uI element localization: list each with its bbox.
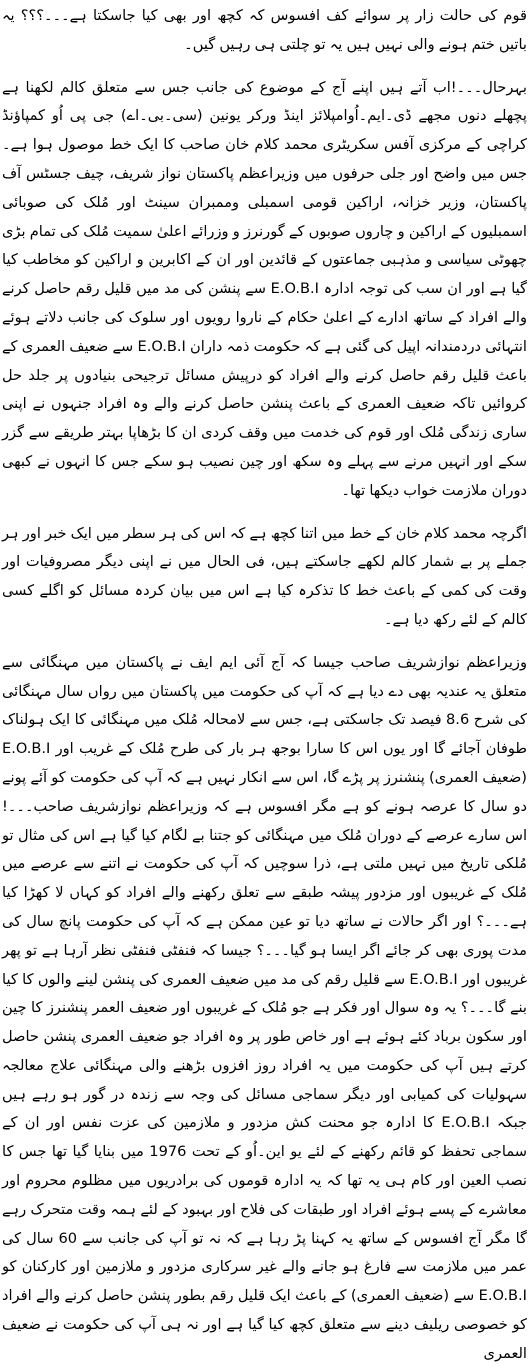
- urdu-article-page: [0, 2, 529, 1362]
- article-paragraph-2: بہرحال۔۔۔!اب آتے ہیں اپنے آج کے موضوع کی جانب جس سے متعلق کالم لکھنا ہے پچھلے دنوں مجھے ڈی۔ایم۔اُوامپلائز اینڈ ورکر یونین (سی۔بی۔اے) جی پی اُو کمپاؤنڈ کراچی کے مرکزی آفس سکریٹری محمد کلام خان صاحب کا ایک خط موصول ہوا ہے۔جس میں واضح اور جلی حرفوں میں وزیراعظم پاکستان نواز شریف، چیف جسٹس آف پاکستان، وزیر خزانہ، اراکین قومی اسمبلی وممبران سینٹ اور مُلک کی صوبائی اسمبلیوں کے اراکین و چاروں صوبوں کے گورنرز و وزرائے اعلیٰ سمیت مُلک کی تمام بڑی چھوٹی سیاسی و مذہبی جماعتوں کے قائدین اور ان کے اکابرین و اراکین کو مخاطب کیا گیا ہے اور ان سب کی توجہ ادارہ E.O.B.I سے پنشن کی مد میں قلیل رقم حاصل کرنے والے افراد کے ساتھ ادارے کے اعلیٰ حکام کے ناروا رویوں اور سلوک کی جانب دلاتے ہوئے انتہائی دردمندانہ اپیل کی گئی ہے کہ حکومت ذمہ داران E.O.B.I سے ضعیف العمری کے باعث قلیل رقم حاصل کرنے والے افراد کو درپیش مسائل ترجیحی بنیادوں پر جلد حل کروائیں تاکہ ضعیف العمری کے باعث پنشن حاصل کرنے والے وہ افراد جنہوں نے اپنی ساری زندگی مُلک اور قوم کی خدمت میں وقف کردی ان کا بڑھاپا بہتر طریقے سے گزر سکے اور انہیں مرنے سے پہلے وہ سکھ اور چین نصیب ہو سکے جس کا انہوں نے کبھی دوران ملازمت خواب دیکھا تھا۔: [2, 78, 527, 499]
- article-paragraph-3: اگرچہ محمد کلام خان کے خط میں اتنا کچھ ہے کہ اس کی ہر سطر میں ایک خبر اور ہر جملے پر بے شمار کالم لکھے جاسکتے ہیں، فی الحال میں نے اپنی دیگر مصروفیات اور وقت کی کمی کے باعث خط کا تذکرہ کیا ہے اس میں بیان کردہ مسائل کو اگلے کسی کالم کے لئے رکھ دیا ہے۔: [2, 524, 527, 628]
- article-paragraph-4: وزیراعظم نوازشریف صاحب جیسا کہ آج آئی ایم ایف نے پاکستان میں مہنگائی سے متعلق یہ عندیہ بھی دے دیا ہے کہ آپ کی حکومت میں پاکستان میں رواں سال مہنگائی کی شرح 8.6 فیصد تک جاسکتی ہے، جس سے لامحالہ مُلک میں مہنگائی کا ایک ہولناک طوفان آجائے گا اور یوں اس کا سارا بوجھ ہر بار کی طرح مُلک کے غریب اور E.O.B.I (ضعیف العمری) پنشنرز پر پڑے گا، اس سے انکار نہیں ہے کہ آپ کی حکومت کو آئے پونے دو سال کا عرصہ ہونے کو ہے مگر افسوس ہے کہ وزیراعظم نوازشریف صاحب۔۔۔!اس سارے عرصے کے دوران مُلک میں مہنگائی کو جتنا بے لگام کیا گیا ہے اس کی مثال تو مُلکی تاریخ میں نہیں ملتی ہے، ذرا سوچیں کہ آپ کی حکومت نے اتنے سے عرصے میں مُلک کے غریبوں اور مزدور پیشہ طبقے سے تعلق رکھنے والے افراد کو کہاں لا کھڑا کیا ہے۔۔۔؟ اور اگر حالات نے ساتھ دیا تو عین ممکن ہے کہ آپ کی حکومت پانچ سال کی مدت پوری بھی کر جائے اگر ایسا ہو گیا۔۔۔؟ جیسا کہ فنفٹی فنفٹی نظر آرہا ہے تو پھر غریبوں اور E.O.B.I سے قلیل رقم کی مد میں ضعیف العمری کی پنشن لینے والوں کا کیا بنے گا۔۔۔؟ یہ وہ سوال اور فکر ہے جو مُلک کے غریبوں اور ضعیف العمر پنشنرز کا چین اور سکون برباد کئے ہوئے ہے اور خاص طور پر وہ افراد جو ضعیف العمری پنشن حاصل کرتے ہیں آپ کی حکومت میں یہ افراد روز افزوں بڑھنے والی مہنگائی علاج معالجہ سہولیات کی کمیابی اور دیگر سماجی مسائل کی وجہ سے زندہ در گور ہو رہے ہیں جبکہ E.O.B.I کا ادارہ جو محنت کش مزدور و ملازمین کی عزت نفس اور ان کے سماجی تحفظ کو قائم رکھنے کے لئے یو این۔اُو کے تحت 1976 میں بنایا گیا تھا جس کا نصب العین اور کام ہی یہ تھا کہ یہ ادارہ قوموں کی برادریوں میں مظلوم محروم اور معاشرے کے پسے ہوئے افراد اور طبقات کی فلاح اور بہبود کے لئے ہمہ وقت متحرک رہے گا مگر آج افسوس کے ساتھ یہ کہنا پڑ رہا ہے کہ نہ تو آپ کی جانب سے 60 سال کی عمر میں ملازمت سے فارغ ہو جانے والے غیر سرکاری مزدور و ملازمین اور کارکنان کو E.O.B.I سے (ضعیف العمری) کے باعث ایک قلیل رقم بطور پنشن حاصل کرنے والے افراد کو خصوصی ریلیف دینے سے متعلق کچھ کیا گیا ہے اور نہ ہی آپ کی حکومت نے ضعیف العمری: [2, 653, 528, 1362]
- article-paragraph-1: قوم کی حالت زار پر سوائے کف افسوس کہ کچھ اور بھی کیا جاسکتا ہے۔۔۔؟؟؟ یہ باتیں ختم ہونے والی نہیں ہیں یہ تو چلتی ہی رہیں گیں۔: [2, 7, 527, 53]
